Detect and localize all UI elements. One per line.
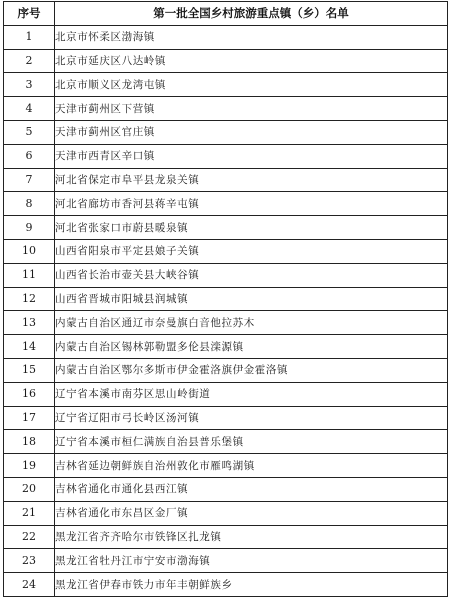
- table-row: [4, 49, 448, 73]
- row-town-name: 黑龙江省齐齐哈尔市铁锋区扎龙镇: [55, 525, 448, 549]
- row-town-name: 黑龙江省伊春市铁力市年丰朝鲜族乡: [55, 573, 448, 597]
- table-row: [4, 25, 448, 49]
- row-town-name: 辽宁省本溪市桓仁满族自治县普乐堡镇: [55, 430, 448, 454]
- row-town-name: 山西省长治市壶关县大峡谷镇: [55, 263, 448, 287]
- table-row: [4, 454, 448, 478]
- row-town-name: 山西省阳泉市平定县娘子关镇: [55, 239, 448, 263]
- row-serial-number: 16: [4, 382, 55, 406]
- header-list-title: 第一批全国乡村旅游重点镇（乡）名单: [55, 2, 448, 26]
- table-row: [4, 263, 448, 287]
- row-serial-number: 1: [4, 25, 55, 49]
- row-town-name: 内蒙古自治区锡林郭勒盟多伦县滦源镇: [55, 335, 448, 359]
- table-row: [4, 73, 448, 97]
- row-town-name: 天津市蓟州区官庄镇: [55, 120, 448, 144]
- row-serial-number: 13: [4, 311, 55, 335]
- table-row: [4, 477, 448, 501]
- row-serial-number: 14: [4, 335, 55, 359]
- table-row: [4, 311, 448, 335]
- table-row: [4, 573, 448, 597]
- table-row: [4, 358, 448, 382]
- row-town-name: 黑龙江省牡丹江市宁安市渤海镇: [55, 549, 448, 573]
- row-serial-number: 8: [4, 192, 55, 216]
- row-town-name: 内蒙古自治区通辽市奈曼旗白音他拉苏木: [55, 311, 448, 335]
- table-row: [4, 168, 448, 192]
- row-town-name: 河北省张家口市蔚县暖泉镇: [55, 216, 448, 240]
- table-row: [4, 525, 448, 549]
- row-town-name: 吉林省延边朝鲜族自治州敦化市雁鸣湖镇: [55, 454, 448, 478]
- row-town-name: 辽宁省本溪市南芬区思山岭街道: [55, 382, 448, 406]
- header-serial-number: 序号: [4, 2, 55, 26]
- table-row: [4, 335, 448, 359]
- row-serial-number: 23: [4, 549, 55, 573]
- table-body: [4, 25, 448, 596]
- row-serial-number: 18: [4, 430, 55, 454]
- table-row: [4, 97, 448, 121]
- row-serial-number: 9: [4, 216, 55, 240]
- row-serial-number: 12: [4, 287, 55, 311]
- table-row: [4, 120, 448, 144]
- row-town-name: 天津市蓟州区下营镇: [55, 97, 448, 121]
- row-serial-number: 22: [4, 525, 55, 549]
- table-row: [4, 501, 448, 525]
- table-row: [4, 287, 448, 311]
- table-row: [4, 382, 448, 406]
- row-serial-number: 2: [4, 49, 55, 73]
- table-header-row: [4, 2, 448, 26]
- row-serial-number: 20: [4, 477, 55, 501]
- row-town-name: 北京市延庆区八达岭镇: [55, 49, 448, 73]
- table-row: [4, 239, 448, 263]
- table-row: [4, 216, 448, 240]
- town-list-table: [3, 1, 448, 597]
- row-town-name: 吉林省通化市通化县西江镇: [55, 477, 448, 501]
- row-town-name: 辽宁省辽阳市弓长岭区汤河镇: [55, 406, 448, 430]
- row-serial-number: 5: [4, 120, 55, 144]
- table-row: [4, 430, 448, 454]
- row-serial-number: 10: [4, 239, 55, 263]
- row-serial-number: 17: [4, 406, 55, 430]
- table-row: [4, 549, 448, 573]
- row-serial-number: 4: [4, 97, 55, 121]
- row-serial-number: 21: [4, 501, 55, 525]
- row-serial-number: 15: [4, 358, 55, 382]
- row-serial-number: 19: [4, 454, 55, 478]
- row-town-name: 北京市顺义区龙湾屯镇: [55, 73, 448, 97]
- row-town-name: 内蒙古自治区鄂尔多斯市伊金霍洛旗伊金霍洛镇: [55, 358, 448, 382]
- row-town-name: 山西省晋城市阳城县润城镇: [55, 287, 448, 311]
- row-serial-number: 3: [4, 73, 55, 97]
- row-town-name: 北京市怀柔区渤海镇: [55, 25, 448, 49]
- row-town-name: 天津市西青区辛口镇: [55, 144, 448, 168]
- row-town-name: 河北省廊坊市香河县蒋辛屯镇: [55, 192, 448, 216]
- row-serial-number: 24: [4, 573, 55, 597]
- table-row: [4, 144, 448, 168]
- row-town-name: 河北省保定市阜平县龙泉关镇: [55, 168, 448, 192]
- table-row: [4, 406, 448, 430]
- row-serial-number: 11: [4, 263, 55, 287]
- table-row: [4, 192, 448, 216]
- row-serial-number: 6: [4, 144, 55, 168]
- row-serial-number: 7: [4, 168, 55, 192]
- row-town-name: 吉林省通化市东昌区金厂镇: [55, 501, 448, 525]
